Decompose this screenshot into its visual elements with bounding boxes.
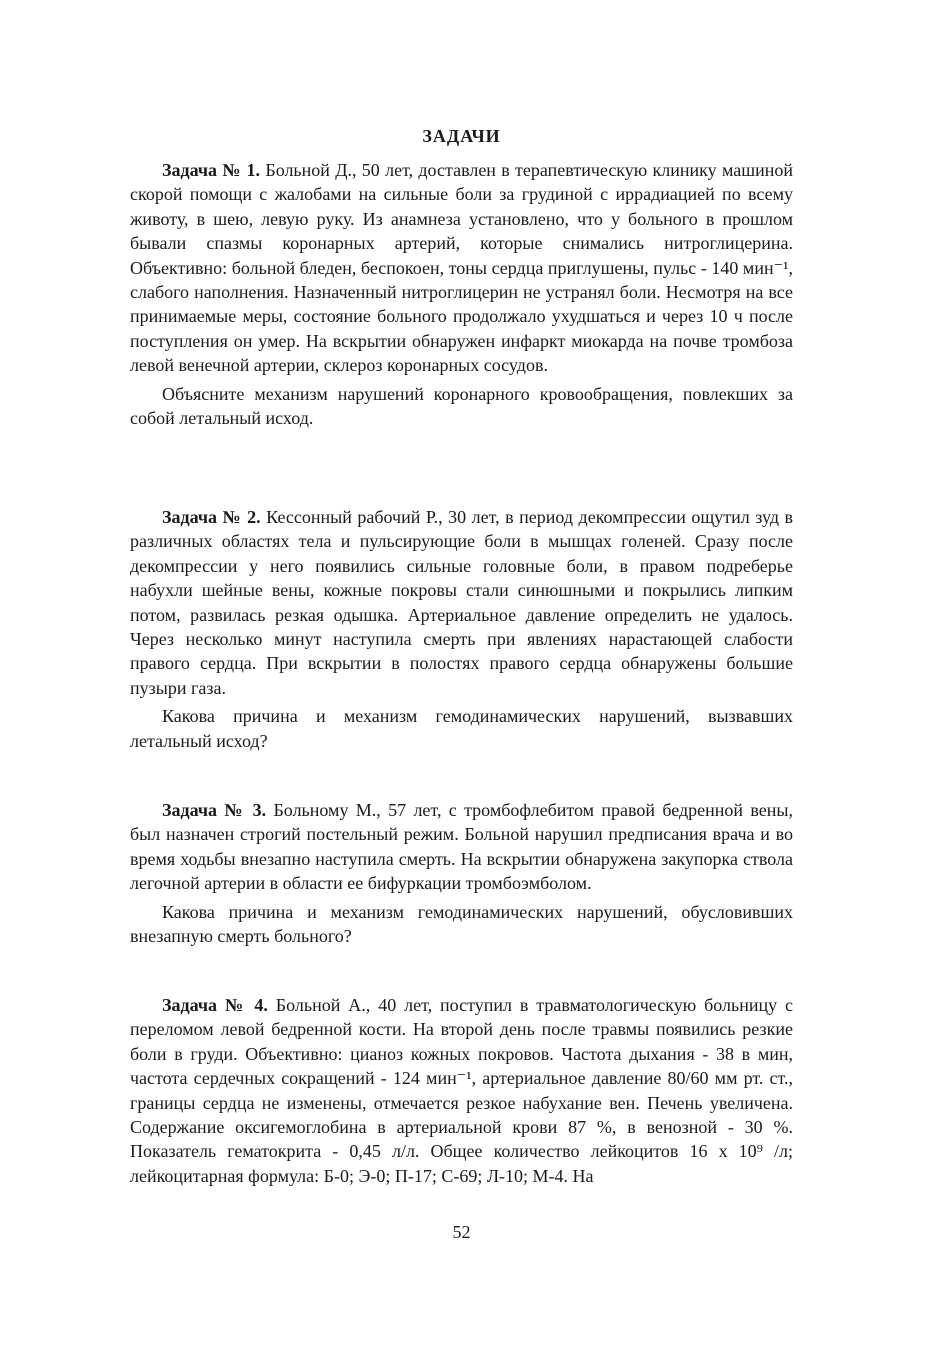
task-1-text: Больной Д., 50 лет, доставлен в терапевтическую клинику машиной скорой помощи с жалобами на сильные боли за грудиной с иррадиацией по всему животу, в шею, левую руку. Из анамнеза установлено, что у больного в прошлом бывали спазмы коронарных артерий, которые снимались нитроглицерина. Объективно: больной бледен, беспокоен, тоны сердца приглушены, пульс - 140 мин⁻¹, слабого наполнения. Назначенный нитроглицерин не устранял боли. Несмотря на все принимаемые меры, состояние больного продолжало ухудшаться и через 10 ч после поступления он умер. На вскрытии обнаружен инфаркт миокарда на почве тромбоза левой венечной артерии, склероз коронарных сосудов.	[130, 160, 793, 376]
task-3-question: Какова причина и механизм гемодинамических нарушений, обусловивших внезапную смерть больного?	[130, 901, 793, 947]
task-2	[130, 505, 793, 753]
task-1-body	[130, 158, 793, 378]
task-1-question: Объясните механизм нарушений коронарного кровообращения, повлекших за собой летальный исход.	[130, 383, 793, 429]
task-4-text: Больной А., 40 лет, поступил в травматологическую больницу с переломом левой бедренной кости. На второй день после травмы появились резкие боли в груди. Объективно: цианоз кожных покровов. Частота дыхания - 38 в мин, частота сердечных сокращений - 124 мин⁻¹, артериальное давление 80/60 мм рт. ст., границы сердца не изменены, отмечается резкое набухание вен. Печень увеличена. Содержание оксигемоглобина в артериальной крови 87 %, в венозной - 30 %. Показатель гематокрита - 0,45 л/л. Общее количество лейкоцитов 16 х 10⁹ /л; лейкоцитарная формула: Б-0; Э-0; П-17; С-69; Л-10; М-4. На	[130, 995, 794, 1186]
task-4-heading: Задача № 4.	[162, 995, 268, 1015]
task-4	[130, 993, 793, 1188]
task-3-heading: Задача № 3.	[162, 800, 267, 820]
task-4-body	[130, 993, 793, 1188]
task-1	[130, 158, 793, 430]
task-3	[130, 798, 793, 948]
page-title: ЗАДАЧИ	[422, 126, 501, 146]
task-3-body	[130, 798, 793, 896]
task-3-text: Больному М., 57 лет, с тромбофлебитом правой бедренной вены, был назначен строгий постельный режим. Больной нарушил предписания врача и во время ходьбы внезапно наступила смерть. На вскрытии обнаружена закупорка ствола легочной артерии в области ее бифуркации тромбоэмболом.	[130, 800, 794, 894]
task-2-text: Кессонный рабочий Р., 30 лет, в период декомпрессии ощутил зуд в различных областях тела и пульсирующие боли в мышцах голеней. Сразу после декомпрессии у него появились сильные головные боли, в правом подреберье набухли шейные вены, кожные покровы стали синюшными и покрылись липким потом, развилась резкая одышка. Артериальное давление определить не удалось. Через несколько минут наступила смерть при явлениях нарастающей слабости правого сердца. При вскрытии в полостях правого сердца обнаружены большие пузыри газа.	[130, 507, 793, 698]
task-2-body	[130, 505, 793, 700]
page-number: 52	[452, 1222, 471, 1242]
task-2-question: Какова причина и механизм гемодинамических нарушений, вызвавших летальный исход?	[130, 706, 793, 751]
task-1-heading: Задача № 1.	[162, 160, 261, 180]
task-2-heading: Задача № 2.	[162, 507, 261, 527]
